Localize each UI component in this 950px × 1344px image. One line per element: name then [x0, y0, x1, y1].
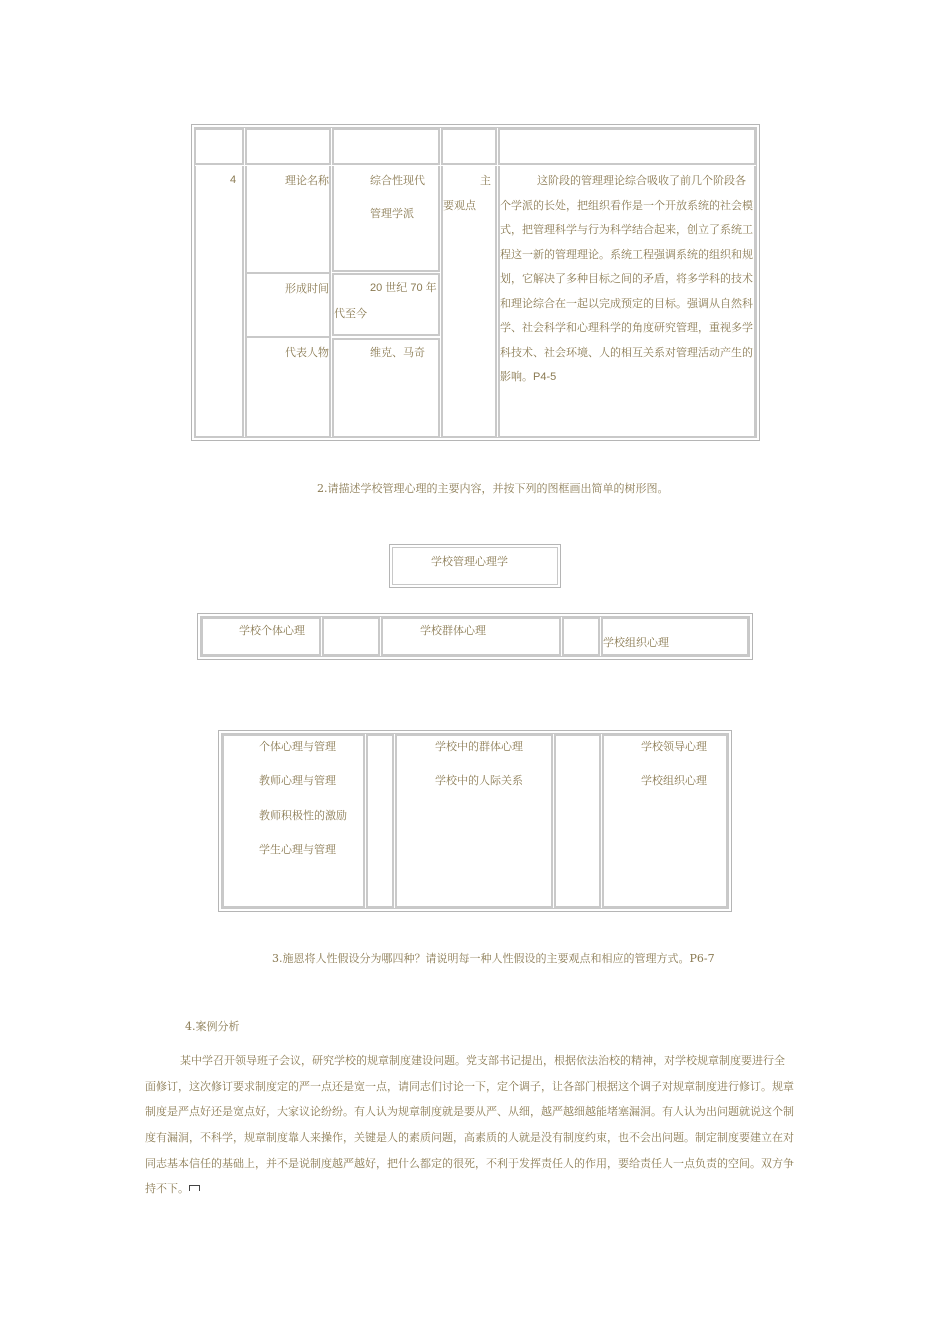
tree-col1-item: 个体心理与管理: [259, 740, 336, 753]
tree-col3-item: 学校领导心理: [641, 740, 707, 753]
points-line: 影响。P4-5: [500, 371, 557, 383]
table-header-cell: [245, 128, 331, 165]
question-3: 3.施恩将人性假设分为哪四种？请说明每一种人性假设的主要观点和相应的管理方式。P6-7: [272, 952, 715, 965]
row-number: 4: [230, 174, 237, 186]
tree-level2-spacer: [554, 734, 601, 908]
tree-col2-item: 学校中的群体心理: [435, 740, 523, 753]
points-line: 和理论综合在一起以完成预定的目标。强调从自然科: [500, 296, 753, 310]
tree-level1-label: 学校组织心理: [603, 636, 669, 649]
points-line: 科技术、社会环境、人的相互关系对管理活动产生的: [500, 345, 753, 359]
value-time-2: 代至今: [334, 307, 367, 320]
value-theory-name-2: 管理学派: [370, 207, 414, 220]
case-line: 制度是严点好还是宽点好，大家议论纷纷。有人认为规章制度就是要从严、从细，越严越细越能堵塞漏洞。有人认为出问题就说这个制: [145, 1105, 794, 1119]
case-line: 持不下。: [145, 1182, 189, 1196]
tree-col1-item: 学生心理与管理: [259, 843, 336, 856]
label-divider: [245, 272, 331, 274]
case-line: 度有漏洞，不科学，规章制度靠人来操作，关键是人的素质问题，高素质的人就是没有制度约束，也不会出问题。制定制度要建立在对: [145, 1131, 794, 1145]
value-theory-name-1: 综合性现代: [370, 174, 425, 187]
points-line: 学、社会科学和心理科学的角度研究管理，重视多学: [500, 321, 753, 334]
points-line: 划，它解决了多种目标之间的矛盾，将多学科的技术: [500, 272, 753, 285]
cursor-mark: [189, 1185, 200, 1191]
label-time: 形成时间: [285, 282, 329, 295]
table-header-cell: [194, 128, 244, 165]
case-paragraph: [145, 1048, 815, 1202]
points-line: 式，把管理科学与行为科学结合起来，创立了系统工: [500, 223, 753, 236]
tree-root-label: 学校管理心理学: [431, 555, 508, 568]
tree-col3-item: 学校组织心理: [641, 774, 707, 787]
label-column: [245, 166, 331, 438]
label-divider: [245, 336, 331, 338]
tree-level1-spacer: [322, 617, 380, 656]
tree-level1-spacer: [562, 617, 600, 656]
tree-col1-item: 教师积极性的激励: [259, 809, 347, 822]
points-line: 程这一新的管理理论。系统工程强调系统的组织和规: [500, 247, 753, 261]
label-people: 代表人物: [285, 346, 329, 359]
table-header-cell: [498, 128, 756, 165]
question-4-title: 4.案例分析: [185, 1020, 240, 1033]
table-header-cell: [332, 128, 440, 165]
points-line: 个学派的长处，把组织看作是一个开放系统的社会模: [500, 198, 753, 212]
case-line: 面修订，这次修订要求制度定的严一点还是宽一点，请同志们讨论一下，定个调子，让各部门根据这个调子对规章制度进行修订。规章: [145, 1079, 794, 1093]
tree-col2-item: 学校中的人际关系: [435, 774, 523, 787]
case-line: 某中学召开领导班子会议，研究学校的规章制度建设问题。党支部书记提出，根据依法治校的精神，对学校规章制度要进行全: [180, 1054, 785, 1067]
case-line: 同志基本信任的基础上，并不是说制度越严越好，把什么都定的很死，不利于发挥责任人的作用，要给责任人一点负责的空间。双方争: [145, 1156, 794, 1170]
tree-level2-cell: [602, 734, 728, 908]
table-header-cell: [441, 128, 497, 165]
value-time-1: 20 世纪 70 年: [370, 282, 437, 294]
value-people: 维克、马奇: [370, 346, 425, 359]
label-points-2: 要观点: [443, 199, 476, 212]
points-line: 这阶段的管理理论综合吸收了前几个阶段各: [537, 174, 746, 187]
question-2: 2.请描述学校管理心理的主要内容，并按下列的图框画出简单的树形图。: [317, 482, 669, 495]
tree-level1-label: 学校群体心理: [420, 624, 486, 637]
label-theory-name: 理论名称: [285, 174, 329, 187]
tree-level2-cell: [395, 734, 553, 908]
points-text: [500, 169, 756, 390]
number-column: [194, 166, 244, 438]
tree-level2-spacer: [366, 734, 394, 908]
tree-col1-item: 教师心理与管理: [259, 774, 336, 787]
label-points-1: 主: [480, 174, 491, 187]
tree-level1-label: 学校个体心理: [239, 624, 305, 637]
